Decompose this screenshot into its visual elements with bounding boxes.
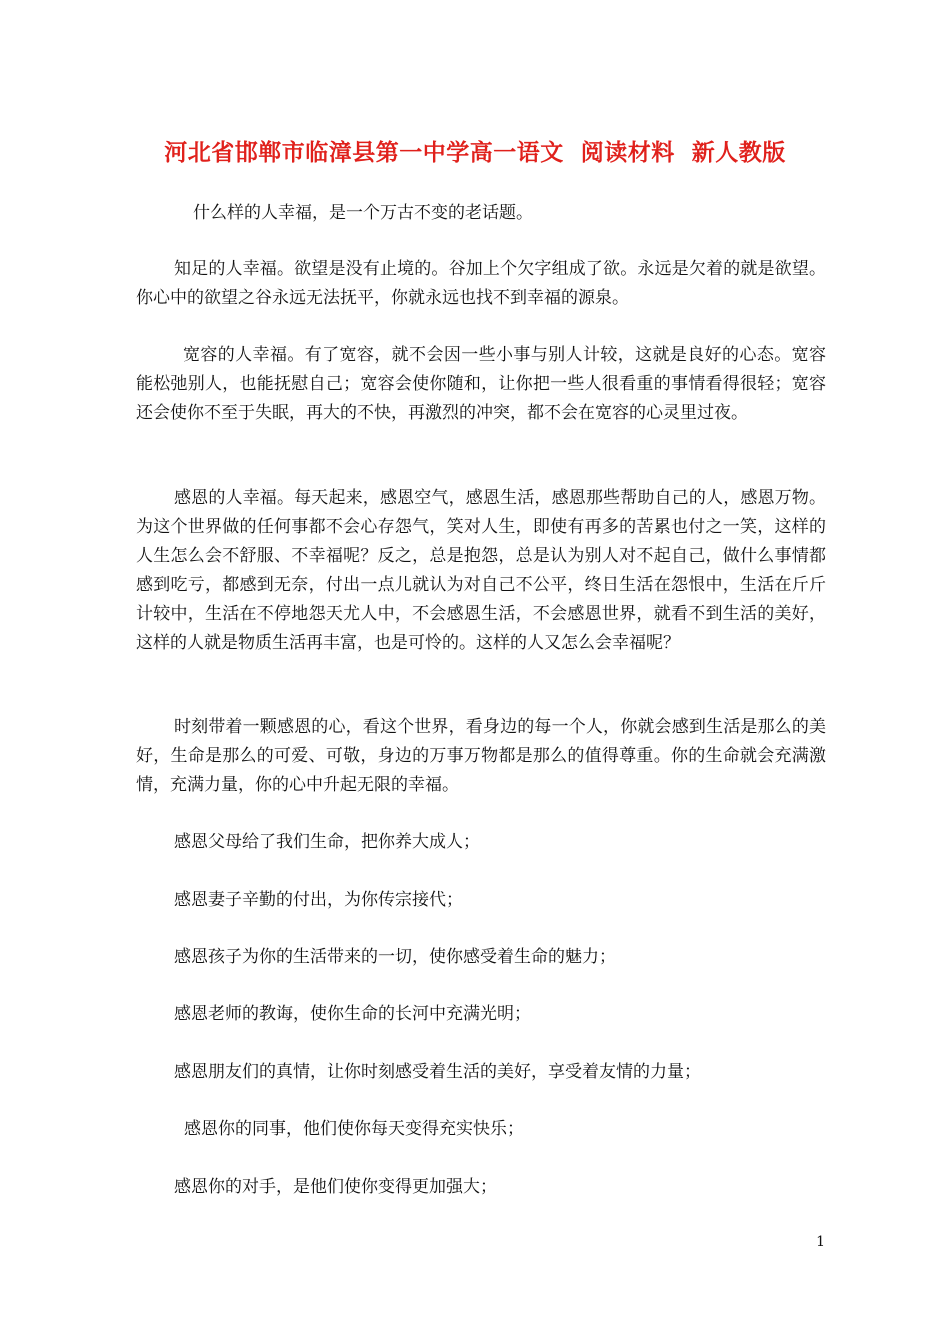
gratitude-line-rivals: 感恩你的对手，是他们使你变得更加强大；: [174, 1177, 497, 1197]
gratitude-line-colleagues: 感恩你的同事，他们使你每天变得充实快乐；: [184, 1119, 524, 1139]
gratitude-line-friends: 感恩朋友们的真情，让你时刻感受着生活的美好，享受着友情的力量；: [174, 1062, 701, 1082]
paragraph-tolerance: 宽容的人幸福。有了宽容，就不会因一些小事与别人计较，这就是良好的心态。宽容能松弛别人，也能抚慰自己；宽容会使你随和，让你把一些人很看重的事情看得很轻；宽容还会使你不至于失眠，再大的不快，再激烈的冲突，都不会在宽容的心灵里过夜。: [136, 345, 826, 423]
paragraph-gratitude: 感恩的人幸福。每天起来，感恩空气，感恩生活，感恩那些帮助自己的人，感恩万物。为这个世界做的任何事都不会心存怨气，笑对人生，即使有再多的苦累也付之一笑，这样的人生怎么会不舒服、不幸福呢？反之，总是抱怨，总是认为别人对不起自己，做什么事情都感到吃亏，都感到无奈，付出一点儿就认为对自己不公平，终日生活在怨恨中，生活在斤斤计较中，生活在不停地怨天尤人中，不会感恩生活，不会感恩世界，就看不到生活的美好，这样的人就是物质生活再丰富，也是可怜的。这样的人又怎么会幸福呢？: [136, 488, 826, 653]
gratitude-line-children: 感恩孩子为你的生活带来的一切，使你感受着生命的魅力；: [174, 947, 616, 967]
paragraph-grateful-heart: 时刻带着一颗感恩的心，看这个世界，看身边的每一个人，你就会感到生活是那么的美好，生命是那么的可爱、可敬，身边的万事万物都是那么的值得尊重。你的生命就会充满激情，充满力量，你的心中升起无限的幸福。: [136, 717, 826, 795]
paragraph-contentment: 知足的人幸福。欲望是没有止境的。谷加上个欠字组成了欲。永远是欠着的就是欲望。你心中的欲望之谷永远无法抚平，你就永远也找不到幸福的源泉。: [136, 259, 826, 308]
intro-paragraph: 什么样的人幸福，是一个万古不变的老话题。: [193, 203, 533, 223]
page-number: 1: [816, 1234, 825, 1250]
gratitude-line-wife: 感恩妻子辛勤的付出，为你传宗接代；: [174, 890, 463, 910]
gratitude-line-teachers: 感恩老师的教诲，使你生命的长河中充满光明；: [174, 1004, 531, 1024]
gratitude-line-parents: 感恩父母给了我们生命，把你养大成人；: [174, 832, 480, 852]
document-title: 河北省邯郸市临漳县第一中学高一语文 阅读材料 新人教版: [164, 139, 786, 166]
